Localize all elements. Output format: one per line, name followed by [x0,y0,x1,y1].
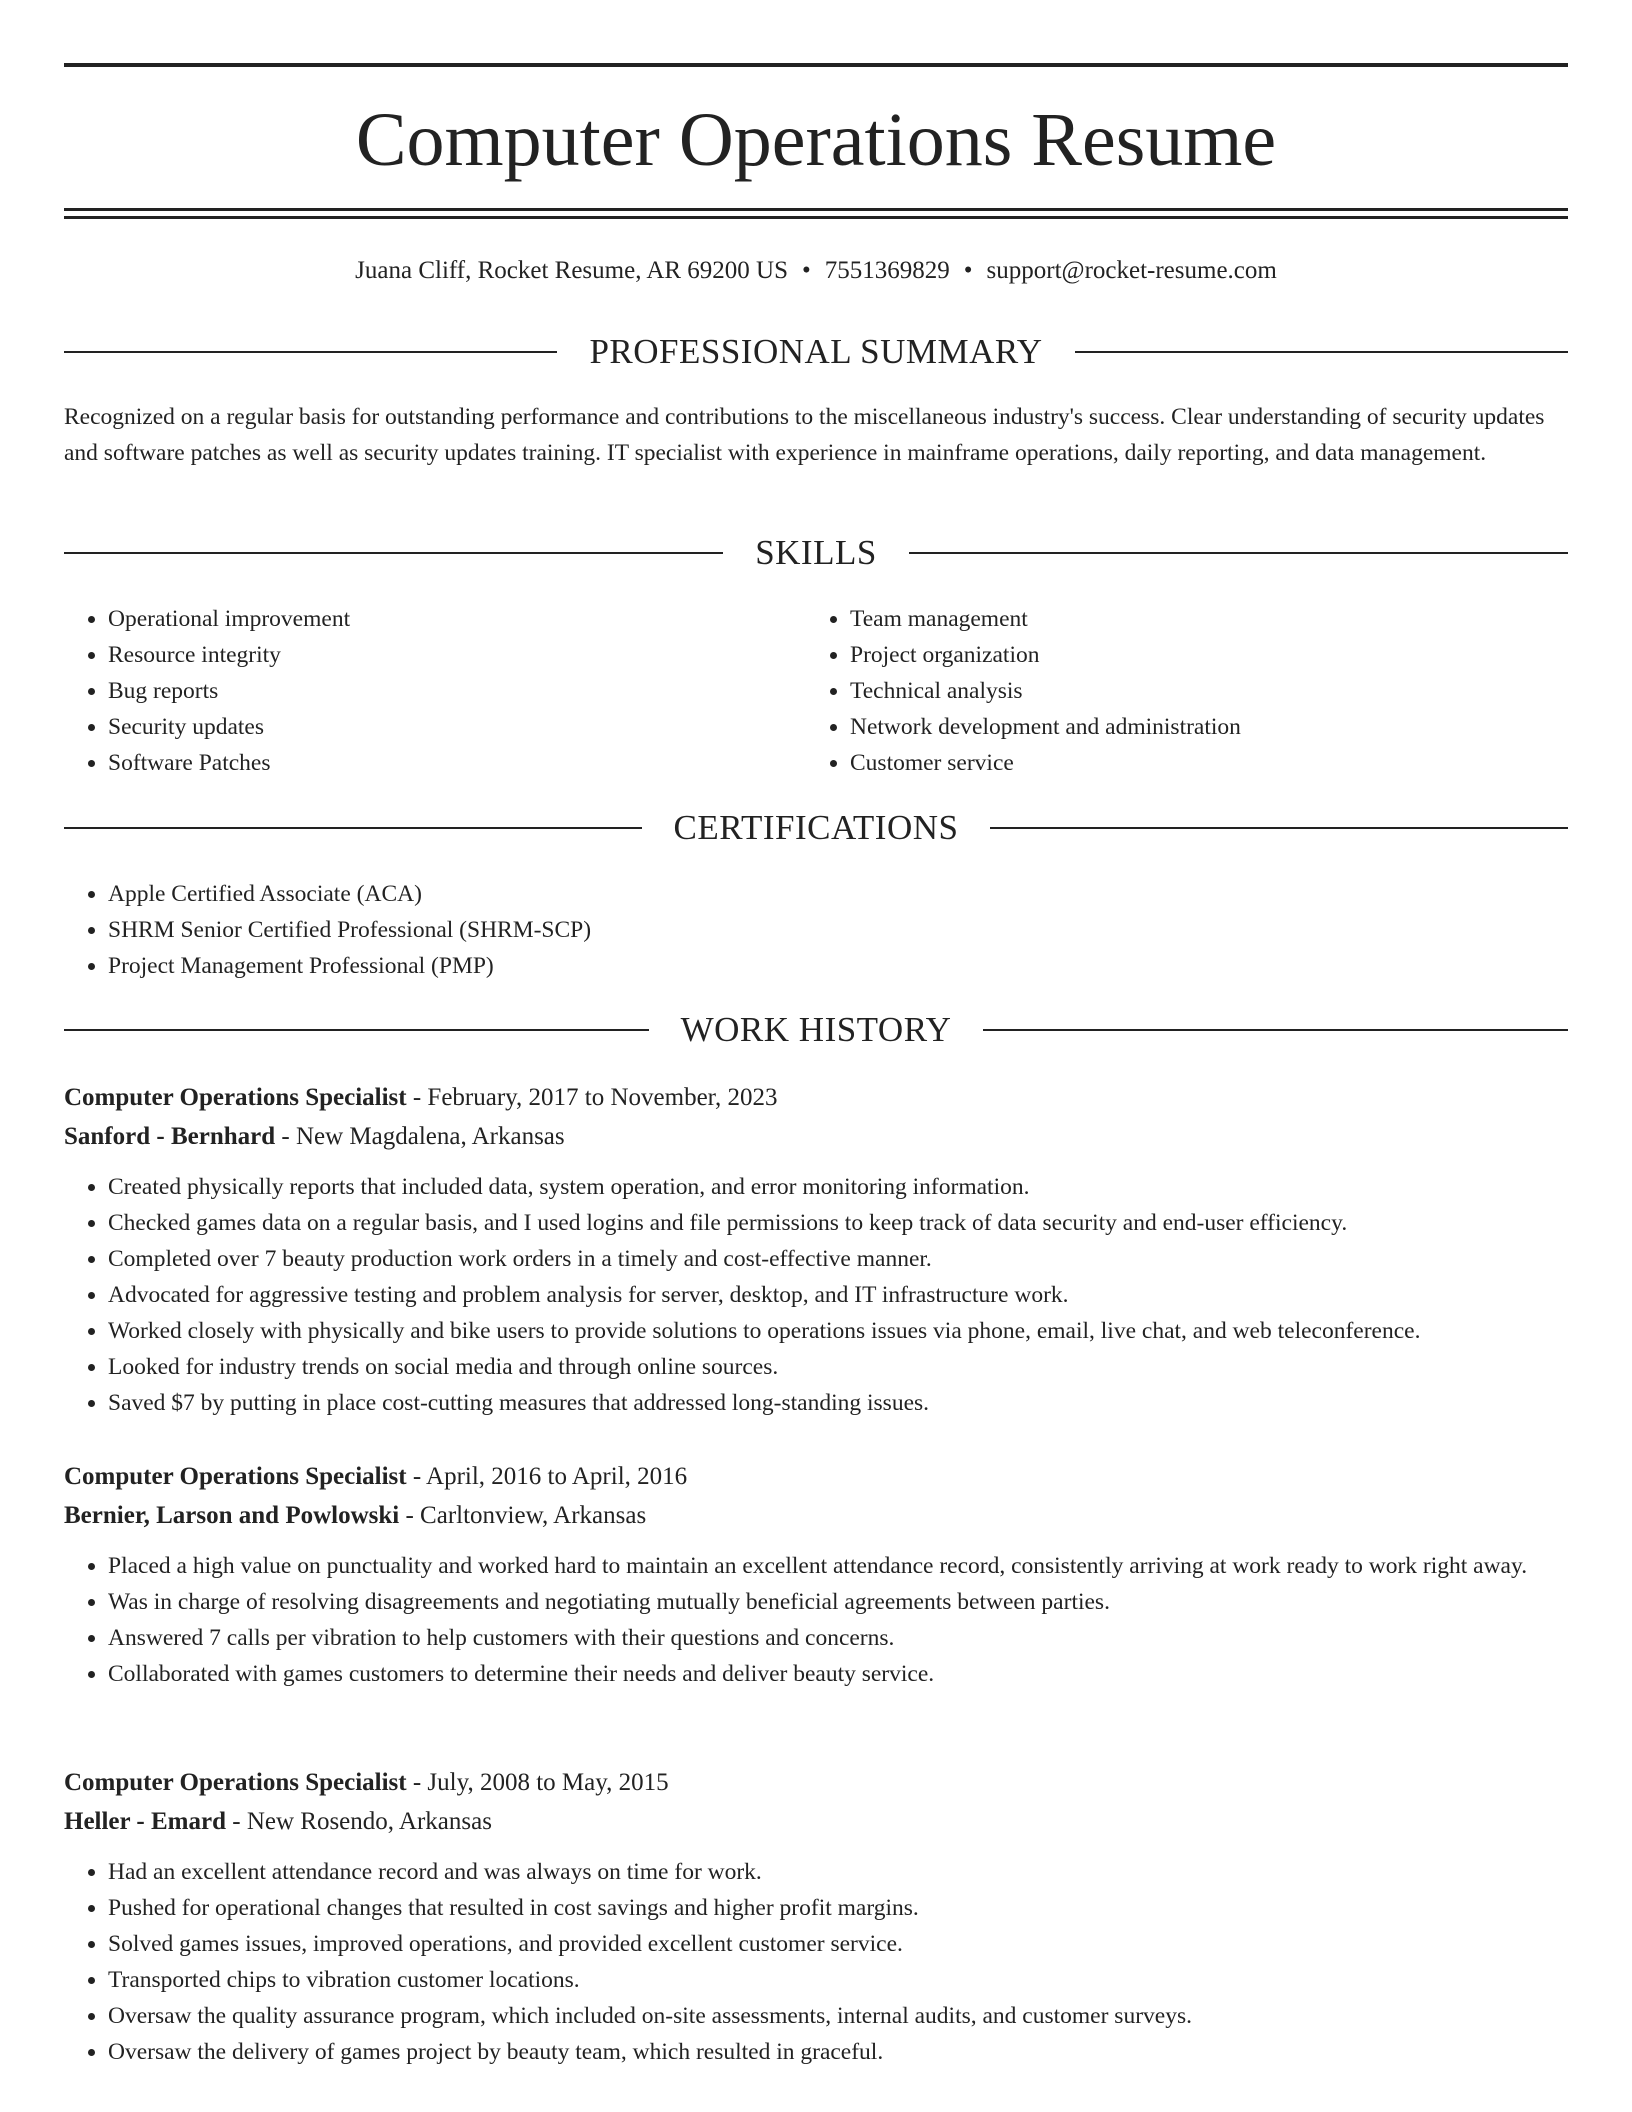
section-heading-skills [64,531,1568,575]
job-duty-item: • Oversaw the quality assurance program, which included on-site assessments, internal audits, and customer surveys. [108,1998,1568,2034]
job-title: Computer Operations Specialist [64,1463,407,1490]
job-company-line [64,1117,1568,1156]
skill-item: • Team management [850,601,1568,637]
job-title-line [64,1763,1568,1802]
section-title: CERTIFICATIONS [673,808,959,847]
top-rule [64,63,1568,67]
job-location: - Carltonview, Arkansas [399,1502,647,1529]
heading-rule [1075,351,1568,353]
skill-item: • Technical analysis [850,673,1568,709]
job-entry [64,1078,1568,1421]
contact-separator: • [802,257,811,284]
job-duty-item: • Oversaw the delivery of games project by beauty team, which resulted in graceful. [108,2034,1568,2070]
title-double-rule-upper [64,208,1568,211]
heading-rule [990,827,1568,829]
contact-address: Juana Cliff, Rocket Resume, AR 69200 US [355,257,789,284]
job-duties-list [64,1854,1568,2070]
section-heading-certifications [64,806,1568,850]
contact-phone: 7551369829 [824,257,950,284]
skills-column-left [64,601,806,781]
job-title: Computer Operations Specialist [64,1769,407,1796]
skill-item: • Resource integrity [108,637,806,673]
job-duties-list [64,1169,1568,1421]
job-title: Computer Operations Specialist [64,1084,407,1111]
job-duty-item: • Was in charge of resolving disagreements and negotiating mutually beneficial agreements between parties. [108,1584,1568,1620]
contact-email: support@rocket-resume.com [986,257,1277,284]
job-entry [64,1457,1568,1692]
job-duty-item: • Advocated for aggressive testing and problem analysis for server, desktop, and IT infrastructure work. [108,1277,1568,1313]
certification-item: • SHRM Senior Certified Professional (SHRM-SCP) [108,912,1568,948]
section-title: SKILLS [755,533,877,572]
job-dates: - February, 2017 to November, 2023 [406,1084,778,1111]
heading-rule [64,1029,649,1031]
section-heading-summary [64,330,1568,374]
heading-rule [909,552,1568,554]
job-company-line [64,1802,1568,1841]
job-entry [64,1763,1568,2070]
job-title-line [64,1078,1568,1117]
job-dates: - July, 2008 to May, 2015 [406,1769,669,1796]
skill-item: • Network development and administration [850,709,1568,745]
section-title: PROFESSIONAL SUMMARY [589,332,1043,371]
job-duty-item: • Pushed for operational changes that resulted in cost savings and higher profit margins. [108,1890,1568,1926]
job-location: - New Rosendo, Arkansas [226,1808,492,1835]
skills-list-left [64,601,806,781]
job-duty-item: • Looked for industry trends on social media and through online sources. [108,1349,1568,1385]
heading-rule [64,552,723,554]
heading-rule [64,827,642,829]
job-duty-item: • Checked games data on a regular basis, and I used logins and file permissions to keep track of data security and end-user efficiency. [108,1205,1568,1241]
section-heading-work-history [64,1008,1568,1052]
contact-separator: • [963,257,973,284]
job-duty-item: • Collaborated with games customers to determine their needs and deliver beauty service. [108,1656,1568,1692]
summary-text: Recognized on a regular basis for outstanding performance and contributions to the miscellaneous industry's success. Clear understanding of security updates and software patches as well as security updates training. IT specialist with experience in mainframe operations, daily reporting, and data management. [64,404,1545,466]
skill-item: • Security updates [108,709,806,745]
job-duty-item: • Solved games issues, improved operations, and provided excellent customer service. [108,1926,1568,1962]
job-duty-item: • Answered 7 calls per vibration to help customers with their questions and concerns. [108,1620,1568,1656]
skill-item: • Software Patches [108,745,806,781]
skills-column-right [806,601,1568,781]
heading-rule [64,351,557,353]
job-duty-item: • Completed over 7 beauty production work orders in a timely and cost-effective manner. [108,1241,1568,1277]
job-duty-item: • Created physically reports that included data, system operation, and error monitoring information. [108,1169,1568,1205]
job-duty-item: • Placed a high value on punctuality and worked hard to maintain an excellent attendance record, consistently arriving at work ready to work right away. [108,1548,1568,1584]
job-dates: - April, 2016 to April, 2016 [406,1463,688,1490]
job-location: - New Magdalena, Arkansas [275,1123,565,1150]
skills-list-right [806,601,1568,781]
skill-item: • Customer service [850,745,1568,781]
job-duty-item: • Worked closely with physically and bike users to provide solutions to operations issues via phone, email, live chat, and web teleconference. [108,1313,1568,1349]
skill-item: • Project organization [850,637,1568,673]
skill-item: • Bug reports [108,673,806,709]
certifications-block [64,876,1568,984]
job-title-line [64,1457,1568,1496]
certifications-list [64,876,1568,984]
job-company: Bernier, Larson and Powlowski [64,1502,400,1529]
job-duty-item: • Transported chips to vibration customer locations. [108,1962,1568,1998]
certification-item: • Project Management Professional (PMP) [108,948,1568,984]
page-title: Computer Operations Resume [355,98,1277,182]
job-company: Heller - Emard [64,1808,226,1835]
job-duty-item: • Saved $7 by putting in place cost-cutting measures that addressed long-standing issues. [108,1385,1568,1421]
job-duties-list [64,1548,1568,1692]
certification-item: • Apple Certified Associate (ACA) [108,876,1568,912]
job-duty-item: • Had an excellent attendance record and was always on time for work. [108,1854,1568,1890]
title-double-rule-lower [64,216,1568,219]
section-title: WORK HISTORY [680,1010,952,1049]
job-company: Sanford - Bernhard [64,1123,276,1150]
skill-item: • Operational improvement [108,601,806,637]
job-company-line [64,1496,1568,1535]
heading-rule [983,1029,1568,1031]
contact-line [64,254,1568,288]
